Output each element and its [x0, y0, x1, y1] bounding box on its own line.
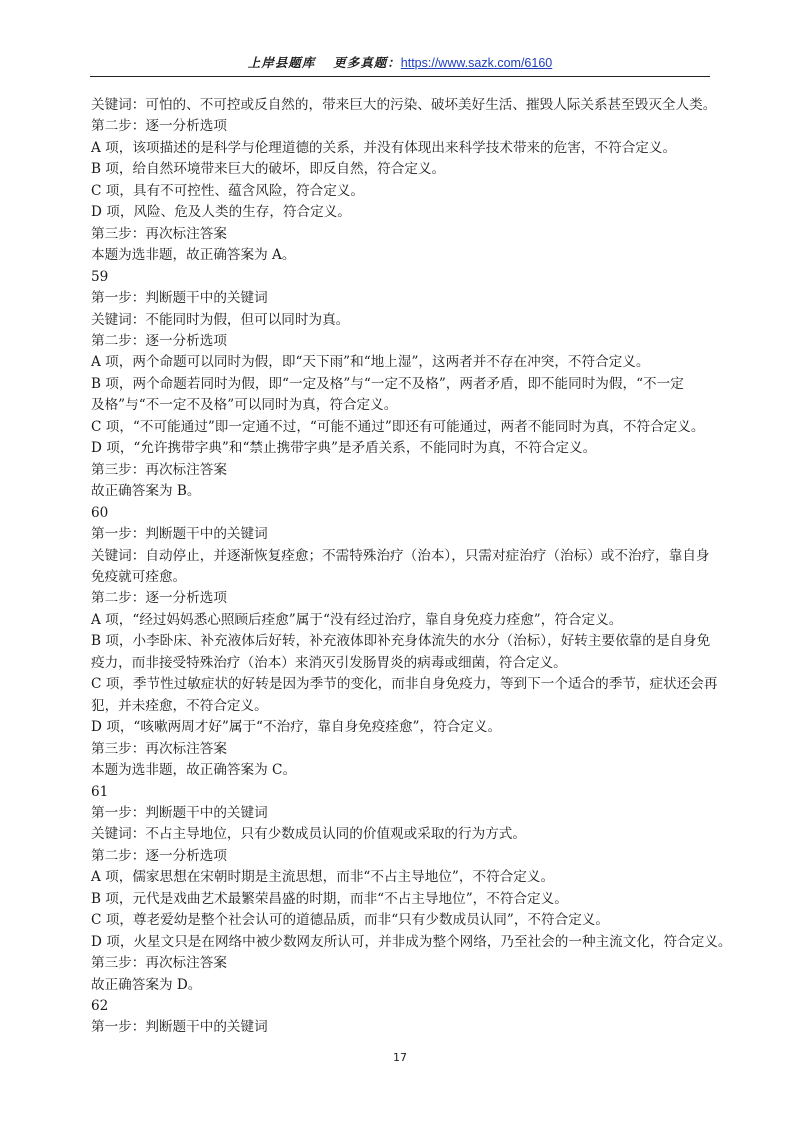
option-line: A 项，两个命题可以同时为假，即“天下雨”和“地上湿”，这两者并不存在冲突，不符合定义。 [91, 354, 650, 371]
option-line: D 项，风险、危及人类的生存，符合定义。 [91, 204, 351, 221]
option-line: D 项，“咳嗽两周才好”属于“不治疗，靠自身免疫痊愈”，符合定义。 [91, 719, 502, 736]
option-line: A 项，该项描述的是科学与伦理道德的关系，并没有体现出来科学技术带来的危害，不符合定义。 [91, 139, 677, 156]
step-heading: 第三步：再次标注答案 [91, 225, 227, 242]
option-line-cont: 及格”与“不一定不及格”可以同时为真，符合定义。 [91, 397, 398, 414]
step-heading: 第三步：再次标注答案 [91, 955, 227, 972]
question-number: 59 [91, 268, 109, 285]
answer-line: 本题为选非题，故正确答案为 A。 [91, 247, 296, 264]
step-heading: 第二步：逐一分析选项 [91, 118, 227, 135]
answer-line: 本题为选非题，故正确答案为 C。 [91, 762, 297, 779]
option-line-cont: 犯，并未痊愈，不符合定义。 [91, 697, 268, 714]
header-brand: 上岸县题库 [247, 55, 316, 70]
question-number: 62 [91, 998, 109, 1015]
header-divider [90, 76, 710, 77]
option-line: A 项，“经过妈妈悉心照顾后痊愈”属于“没有经过治疗，靠自身免疫力痊愈”，符合定义。 [91, 611, 623, 628]
option-line: B 项，小李卧床、补充液体后好转，补充液体即补充身体流失的水分（治标），好转主要依靠的是自身免 [91, 633, 711, 650]
option-line: C 项，“不可能通过”即一定通不过，“可能不通过”即还有可能通过，两者不能同时为真，不符合定义。 [91, 418, 705, 435]
option-line: C 项，尊老爱幼是整个社会认可的道德品质，而非“只有少数成员认同”，不符合定义。 [91, 912, 609, 929]
document-body [91, 95, 731, 1039]
option-line: B 项，元代是戏曲艺术最繁荣昌盛的时期，而非“不占主导地位”，不符合定义。 [91, 890, 568, 907]
step-heading: 第三步：再次标注答案 [91, 461, 227, 478]
step-heading: 第二步：逐一分析选项 [91, 847, 227, 864]
text-line-cont: 免疫就可痊愈。 [91, 568, 187, 585]
question-number: 61 [91, 783, 109, 800]
header-more-label: 更多真题： [333, 55, 401, 70]
step-heading: 第一步：判断题干中的关键词 [91, 1019, 268, 1036]
option-line: B 项，给自然环境带来巨大的破坏，即反自然，符合定义。 [91, 161, 446, 178]
option-line-cont: 疫力，而非接受特殊治疗（治本）来消灭引发肠胃炎的病毒或细菌，符合定义。 [91, 654, 567, 671]
text-line: 关键词：自动停止，并逐渐恢复痊愈；不需特殊治疗（治本），只需对症治疗（治标）或不治疗，靠自身 [91, 547, 710, 564]
text-line: 关键词：可怕的、不可控或反自然的，带来巨大的污染、破坏美好生活、摧毁人际关系甚至毁灭全人类。 [91, 97, 717, 113]
step-heading: 第三步：再次标注答案 [91, 740, 227, 757]
answer-line: 故正确答案为 B。 [91, 483, 201, 500]
step-heading: 第二步：逐一分析选项 [91, 590, 227, 607]
answer-line: 故正确答案为 D。 [91, 976, 202, 993]
header-link[interactable]: https://www.sazk.com/6160 [400, 56, 553, 70]
text-line: 关键词：不能同时为假，但可以同时为真。 [91, 311, 350, 328]
option-line: D 项，“允许携带字典”和“禁止携带字典”是矛盾关系，不能同时为真，不符合定义。 [91, 440, 597, 457]
option-line: B 项，两个命题若同时为假，即“一定及格”与“一定不及格”，两者矛盾，即不能同时为假，“不一定 [91, 375, 684, 392]
question-number: 60 [91, 504, 109, 521]
page-number: 17 [393, 1051, 407, 1064]
option-line: A 项，儒家思想在宋朝时期是主流思想，而非“不占主导地位”，不符合定义。 [91, 869, 555, 886]
step-heading: 第一步：判断题干中的关键词 [91, 290, 268, 307]
text-line: 关键词：不占主导地位，只有少数成员认同的价值观或采取的行为方式。 [91, 826, 526, 843]
option-line: C 项，具有不可控性、蕴含风险，符合定义。 [91, 182, 365, 199]
page-header [90, 52, 710, 74]
step-heading: 第二步：逐一分析选项 [91, 332, 227, 349]
step-heading: 第一步：判断题干中的关键词 [91, 804, 268, 821]
option-line: C 项，季节性过敏症状的好转是因为季节的变化，而非自身免疫力，等到下一个适合的季节，症状还会再 [91, 676, 718, 693]
option-line: D 项，火星文只是在网络中被少数网友所认可，并非成为整个网络，乃至社会的一种主流文化，符合定义。 [91, 933, 732, 950]
step-heading: 第一步：判断题干中的关键词 [91, 526, 268, 543]
